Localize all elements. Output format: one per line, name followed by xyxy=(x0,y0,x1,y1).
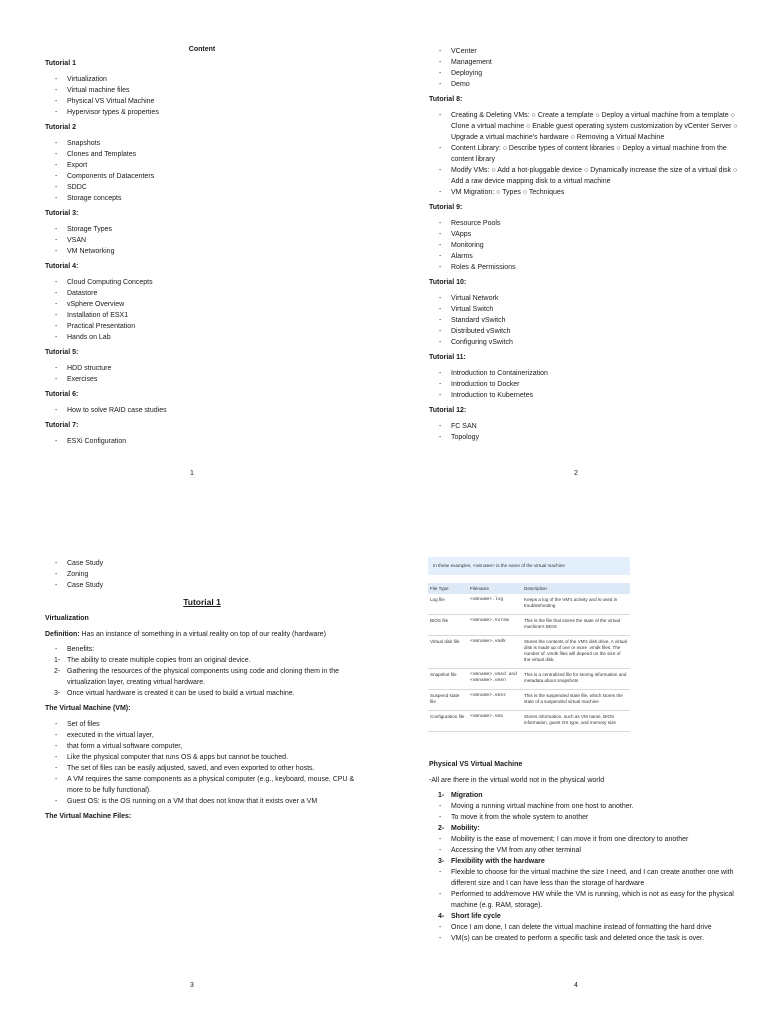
point-title-list xyxy=(429,911,743,922)
description-cell: This is a centralized file for storing information and metadata about snapshots xyxy=(522,669,630,690)
section-heading: Tutorial 12: xyxy=(429,407,467,414)
item-text: The ability to create multiple copies from an original device. xyxy=(67,657,251,664)
section-heading: Tutorial 6: xyxy=(45,391,79,398)
page-4 xyxy=(384,512,768,1024)
filename-cell: <vmname>.vmsd and <vmname>.vmsn xyxy=(468,669,522,690)
benefits-label: - Benefits: xyxy=(55,644,359,655)
content-column xyxy=(429,46,743,447)
section-heading: Tutorial 8: xyxy=(429,96,463,103)
benefit-item xyxy=(55,655,359,666)
list-item: - VM(s) can be created to perform a specific task and deleted once the task is over. xyxy=(439,933,743,944)
section-heading: Tutorial 10: xyxy=(429,279,467,286)
list-item: - Cloud Computing Concepts xyxy=(55,277,359,288)
list-item: - Modify VMs: ○ Add a hot-pluggable device ○ Dynamically increase the size of a virtual disk ○ Add a raw device mapping disk to a virtual machine xyxy=(439,165,743,187)
page-1 xyxy=(0,0,384,512)
point-title-text: Migration xyxy=(451,792,483,799)
table-header: File Type xyxy=(428,583,468,594)
description-cell: Stores the contents of the VM's disk drive. A virtual disk is made up of one or more .vmdk files. The number of .vmdk files will depend on the size of the virtual disk. xyxy=(522,636,630,669)
list-item: - Performed to add/remove HW while the VM is running, which is not as easy for the physical machine (e.g. RAM, storage). xyxy=(439,889,743,911)
section-heading: Tutorial 11: xyxy=(429,354,466,361)
list-item: - Datastore xyxy=(55,288,359,299)
item-number: 2- xyxy=(438,825,445,832)
content-column xyxy=(45,46,359,451)
list-item: - VSAN xyxy=(55,235,359,246)
file-type-cell: Virtual disk file xyxy=(428,636,468,669)
page-2 xyxy=(384,0,768,512)
item-number: 4- xyxy=(438,913,445,920)
banner-text: In these examples, xyxy=(433,563,473,568)
vm-files-table xyxy=(428,583,630,732)
list-item: - SDDC xyxy=(55,182,359,193)
list-item: - Physical VS Virtual Machine xyxy=(55,96,359,107)
vm-list xyxy=(45,719,359,807)
list-item: - VApps xyxy=(439,229,743,240)
item-text: Once virtual hardware is created it can be used to build a virtual machine. xyxy=(67,690,295,697)
list-item: - vSphere Overview xyxy=(55,299,359,310)
list-item: - The set of files can be easily adjusted, saved, and even exported to other hosts. xyxy=(55,763,359,774)
table-header-row xyxy=(428,583,630,594)
point-title-list xyxy=(429,823,743,834)
section-list xyxy=(429,293,743,348)
point-title-text: Short life cycle xyxy=(451,913,501,920)
section-heading: Tutorial 3: xyxy=(45,210,79,217)
file-type-cell: Log file xyxy=(428,594,468,615)
tutorial-title: Tutorial 1 xyxy=(183,597,221,607)
table-row xyxy=(428,636,630,669)
item-number: 1- xyxy=(54,657,61,664)
description-cell: Keeps a log of the VM's activity and is used in troubleshooting xyxy=(522,594,630,615)
description-cell: This is the suspended state file, which stores the state of a suspended virtual machine xyxy=(522,690,630,711)
list-item: - Management xyxy=(439,57,743,68)
list-item: - Export xyxy=(55,160,359,171)
list-item: - VM Migration: ○ Types ○ Techniques xyxy=(439,187,743,198)
file-type-cell: Configuration file xyxy=(428,711,468,732)
list-item: - HDD structure xyxy=(55,363,359,374)
list-item: - Mobility is the ease of movement; I can move it from one directory to another xyxy=(439,834,743,845)
list-item: - VM Networking xyxy=(55,246,359,257)
point-title-text: Flexibility with the hardware xyxy=(451,858,545,865)
list-item: - Clones and Templates xyxy=(55,149,359,160)
list-item: - that form a virtual software computer, xyxy=(55,741,359,752)
continued-list xyxy=(45,558,359,591)
physical-vs-virtual-heading: Physical VS Virtual Machine xyxy=(429,761,523,768)
filename-cell: <vmname>.log xyxy=(468,594,522,615)
point-details xyxy=(429,834,743,856)
section-list xyxy=(45,224,359,257)
list-item: - executed in the virtual layer, xyxy=(55,730,359,741)
content-column xyxy=(45,558,359,827)
list-item: - Set of files xyxy=(55,719,359,730)
filename-cell: <vmname>.vmx xyxy=(468,711,522,732)
list-item: - Hands on Lab xyxy=(55,332,359,343)
list-item: - Introduction to Kubernetes xyxy=(439,390,743,401)
description-cell: This is the file that stores the state of the virtual machine's BIOS xyxy=(522,615,630,636)
table-row xyxy=(428,711,630,732)
table-row xyxy=(428,594,630,615)
content-column xyxy=(429,755,743,944)
section-heading: Tutorial 4: xyxy=(45,263,79,270)
page-number: 2 xyxy=(574,470,578,477)
section-heading: Tutorial 1 xyxy=(45,60,76,67)
section-list xyxy=(429,421,743,443)
banner-code: <vmname> xyxy=(472,564,495,569)
benefit-item xyxy=(55,688,359,699)
section-list xyxy=(429,368,743,401)
list-item: - Demo xyxy=(439,79,743,90)
list-item: - Zoning xyxy=(55,569,359,580)
page-number: 3 xyxy=(190,982,194,989)
table-row xyxy=(428,669,630,690)
filename-cell: <vmname>.nvram xyxy=(468,615,522,636)
page-number: 1 xyxy=(190,470,194,477)
section-heading: Tutorial 9: xyxy=(429,204,463,211)
list-item: - Like the physical computer that runs OS & apps but cannot be touched. xyxy=(55,752,359,763)
point-details xyxy=(429,867,743,911)
list-item: - Hypervisor types & properties xyxy=(55,107,359,118)
list-item: - Moving a running virtual machine from one host to another. xyxy=(439,801,743,812)
filename-cell: <vmname>.vmdk xyxy=(468,636,522,669)
point-details xyxy=(429,922,743,944)
list-item: - Roles & Permissions xyxy=(439,262,743,273)
list-item: - Flexible to choose for the virtual machine the size I need, and I can create another one with different size and I can have less than the storage of hardware xyxy=(439,867,743,889)
description-cell: Stores information, such as VM name, BIOS information, guest OS type, and memory size xyxy=(522,711,630,732)
section-list xyxy=(45,138,359,204)
list-item: - Virtual machine files xyxy=(55,85,359,96)
page-number: 4 xyxy=(574,982,578,989)
item-number: 3- xyxy=(438,858,445,865)
benefits-list xyxy=(45,644,359,655)
point-title-list xyxy=(429,790,743,801)
item-number: 3- xyxy=(54,690,61,697)
list-item: - Monitoring xyxy=(439,240,743,251)
list-item: - Introduction to Docker xyxy=(439,379,743,390)
list-item: - Storage concepts xyxy=(55,193,359,204)
point-title xyxy=(439,790,743,801)
table-header: Filename xyxy=(468,583,522,594)
vm-files-heading: The Virtual Machine Files: xyxy=(45,813,132,820)
list-item: - Guest OS: is the OS running on a VM that does not know that it exists over a VM xyxy=(55,796,359,807)
item-number: 2- xyxy=(54,668,61,675)
list-item: - VCenter xyxy=(439,46,743,57)
point-title-list xyxy=(429,856,743,867)
list-item: - Case Study xyxy=(55,558,359,569)
virtualization-heading: Virtualization xyxy=(45,615,89,622)
list-item: - Configuring vSwitch xyxy=(439,337,743,348)
list-item: - Snapshots xyxy=(55,138,359,149)
continued-list xyxy=(429,46,743,90)
list-item: - Content Library: ○ Describe types of content libraries ○ Deploy a virtual machine from the content library xyxy=(439,143,743,165)
section-list xyxy=(45,363,359,385)
list-item: - Alarms xyxy=(439,251,743,262)
list-item: - Topology xyxy=(439,432,743,443)
definition-text: Has an instance of something in a virtual reality on top of our reality (hardware) xyxy=(79,631,326,638)
definition-paragraph xyxy=(45,629,359,640)
toc-sections xyxy=(45,60,359,447)
list-item: - Once I am done, I can delete the virtual machine instead of formatting the hard drive xyxy=(439,922,743,933)
list-item: - To move it from the whole system to another xyxy=(439,812,743,823)
content-title: Content xyxy=(188,46,216,53)
list-item: - Virtualization xyxy=(55,74,359,85)
list-item: - Practical Presentation xyxy=(55,321,359,332)
list-item: - ESXi Configuration xyxy=(55,436,359,447)
list-item: - Installation of ESX1 xyxy=(55,310,359,321)
table-header: Description xyxy=(522,583,630,594)
section-list xyxy=(429,218,743,273)
list-item: - Introduction to Containerization xyxy=(439,368,743,379)
list-item: - FC SAN xyxy=(439,421,743,432)
list-item: - Creating & Deleting VMs: ○ Create a template ○ Deploy a virtual machine from a template ○ Clone a virtual machine ○ Enable guest operating system customization by vCenter Server ○ Upgrade a virtual machine's hardware ○ Removing a Virtual Machine xyxy=(439,110,743,143)
section-heading: Tutorial 7: xyxy=(45,422,79,429)
list-item: - Virtual Switch xyxy=(439,304,743,315)
filename-cell: <vmname>.vmss xyxy=(468,690,522,711)
table-row xyxy=(428,615,630,636)
point-details xyxy=(429,801,743,823)
table-row xyxy=(428,690,630,711)
page-3 xyxy=(0,512,384,1024)
table-banner xyxy=(428,557,630,575)
benefits-numbered-list xyxy=(45,655,359,699)
vm-files-table-figure xyxy=(428,557,630,732)
section-list xyxy=(45,277,359,343)
file-type-cell: Suspend state file xyxy=(428,690,468,711)
list-item: - Deploying xyxy=(439,68,743,79)
list-item: - Virtual Network xyxy=(439,293,743,304)
benefit-item xyxy=(55,666,359,688)
section-list xyxy=(429,110,743,198)
points-list xyxy=(429,790,743,944)
list-item: - Exercises xyxy=(55,374,359,385)
item-number: 1- xyxy=(438,792,445,799)
list-item: - Case Study xyxy=(55,580,359,591)
list-item: - A VM requires the same components as a physical computer (e.g., keyboard, mouse, CPU & more to be fully functional). xyxy=(55,774,359,796)
point-title xyxy=(439,823,743,834)
section-list xyxy=(45,74,359,118)
list-item: - Components of Datacenters xyxy=(55,171,359,182)
banner-text-end: is the name of the virtual machine xyxy=(494,563,565,568)
point-title-text: Mobility: xyxy=(451,825,480,832)
point-title xyxy=(439,856,743,867)
section-list xyxy=(45,436,359,447)
point-title xyxy=(439,911,743,922)
list-item: - Standard vSwitch xyxy=(439,315,743,326)
list-item: - Distributed vSwitch xyxy=(439,326,743,337)
file-type-cell: BIOS file xyxy=(428,615,468,636)
vm-heading: The Virtual Machine (VM): xyxy=(45,705,131,712)
file-type-cell: Snapshot file xyxy=(428,669,468,690)
list-item: - Resource Pools xyxy=(439,218,743,229)
list-item: - How to solve RAID case studies xyxy=(55,405,359,416)
section-heading: Tutorial 2 xyxy=(45,124,76,131)
list-item: - Accessing the VM from any other terminal xyxy=(439,845,743,856)
intro-paragraph: -All are there in the virtual world not in the physical world xyxy=(429,777,605,784)
definition-label: Definition: xyxy=(45,631,80,638)
item-text: Gathering the resources of the physical components using code and cloning them in the virtualization layer, creating virtual hardware. xyxy=(67,668,339,686)
section-heading: Tutorial 5: xyxy=(45,349,79,356)
list-item: - Storage Types xyxy=(55,224,359,235)
toc-sections xyxy=(429,96,743,443)
section-list xyxy=(45,405,359,416)
